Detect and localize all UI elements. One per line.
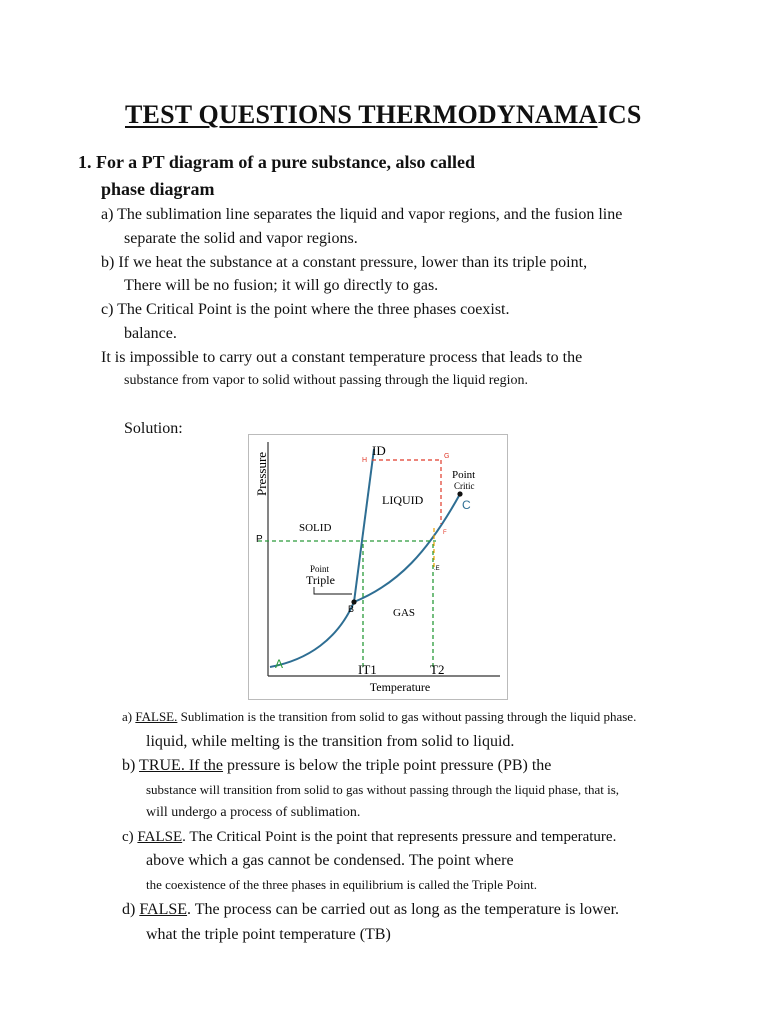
label-critic: Critic [454, 481, 475, 491]
page-title [125, 100, 642, 130]
answer-c-2: above which a gas cannot be condensed. The point where [146, 852, 514, 869]
label-t2: T2 [430, 662, 445, 677]
label-liquid: LIQUID [382, 493, 424, 507]
question-option-c-2: balance. [124, 325, 177, 342]
label-point-critic: Point [452, 469, 476, 481]
question-option-d: It is impossible to carry out a constant temperature process that leads to the [101, 349, 583, 366]
label-e: .E [434, 566, 440, 572]
label-b: B [348, 604, 355, 614]
page-title-end: ICS [597, 100, 642, 129]
y-axis-label: Pressure [254, 451, 269, 496]
label-g: G [444, 453, 450, 460]
critical-point-marker [457, 491, 462, 496]
label-p: P [256, 534, 263, 545]
question-heading: 1. For a PT diagram of a pure substance, also called [78, 152, 476, 172]
label-solid: SOLID [299, 522, 332, 534]
answer-c-text: . The Critical Point is the point that represents pressure and temperature. [182, 829, 617, 845]
answer-d-text: . The process can be carried out as long as the temperature is lower. [187, 901, 620, 918]
question-option-a [101, 206, 745, 224]
label-a: A [275, 657, 284, 671]
answer-a-text: Sublimation is the transition from solid to gas without passing through the liquid phase. [177, 709, 637, 724]
question-option-b: b) If we heat the substance at a constant pressure, lower than its triple point, [101, 254, 588, 271]
answer-b-verdict: TRUE. If the [139, 757, 224, 774]
answer-b-text: pressure is below the triple point pressure (PB) the [223, 757, 552, 774]
page-title-underlined: TEST QUESTIONS THERMODYNAMA [125, 100, 598, 129]
answer-d-tag: d) [122, 901, 140, 918]
label-f: F [443, 530, 447, 536]
answer-b-2: substance will transition from solid to gas without passing through the liquid phase, that is, [146, 782, 620, 797]
answer-c-3: the coexistence of the three phases in equilibrium is called the Triple Point. [146, 877, 537, 892]
question-option-a-2: separate the solid and vapor regions. [124, 230, 358, 247]
phase-diagram [248, 434, 508, 700]
answer-d [122, 901, 619, 919]
answer-a-2: liquid, while melting is the transition from solid to liquid. [146, 733, 515, 750]
label-id: ID [372, 443, 386, 458]
label-triple-point: Point [310, 564, 330, 574]
answer-b-tag: b) [122, 757, 140, 774]
answer-c [122, 829, 616, 846]
answer-a-verdict: FALSE. [135, 709, 178, 724]
question-option-c: c) The Critical Point is the point where the three phases coexist. [101, 301, 510, 318]
question-option-b-2: There will be no fusion; it will go directly to gas. [124, 277, 439, 294]
label-triple: Triple [306, 573, 335, 587]
x-axis-label: Temperature [369, 680, 431, 694]
answer-c-verdict: FALSE [137, 829, 183, 845]
label-h: H [362, 457, 368, 464]
label-it1: IT1 [358, 662, 377, 677]
label-c: C [462, 498, 471, 512]
answer-d-2: what the triple point temperature (TB) [146, 926, 391, 943]
solution-label: Solution: [124, 420, 183, 437]
answer-b-3: will undergo a process of sublimation. [146, 805, 361, 820]
option-a-text: a) The sublimation line separates the liquid and vapor regions, and the fusion line [101, 206, 623, 223]
question-option-d-2: substance from vapor to solid without passing through the liquid region. [124, 373, 529, 388]
answer-d-verdict: FALSE [139, 901, 188, 918]
label-gas: GAS [393, 607, 416, 619]
answer-a-tag: a) [122, 709, 136, 724]
answer-c-tag: c) [122, 829, 138, 845]
answer-b [122, 757, 551, 775]
answer-a [122, 709, 636, 725]
question-heading-2: phase diagram [101, 179, 215, 199]
